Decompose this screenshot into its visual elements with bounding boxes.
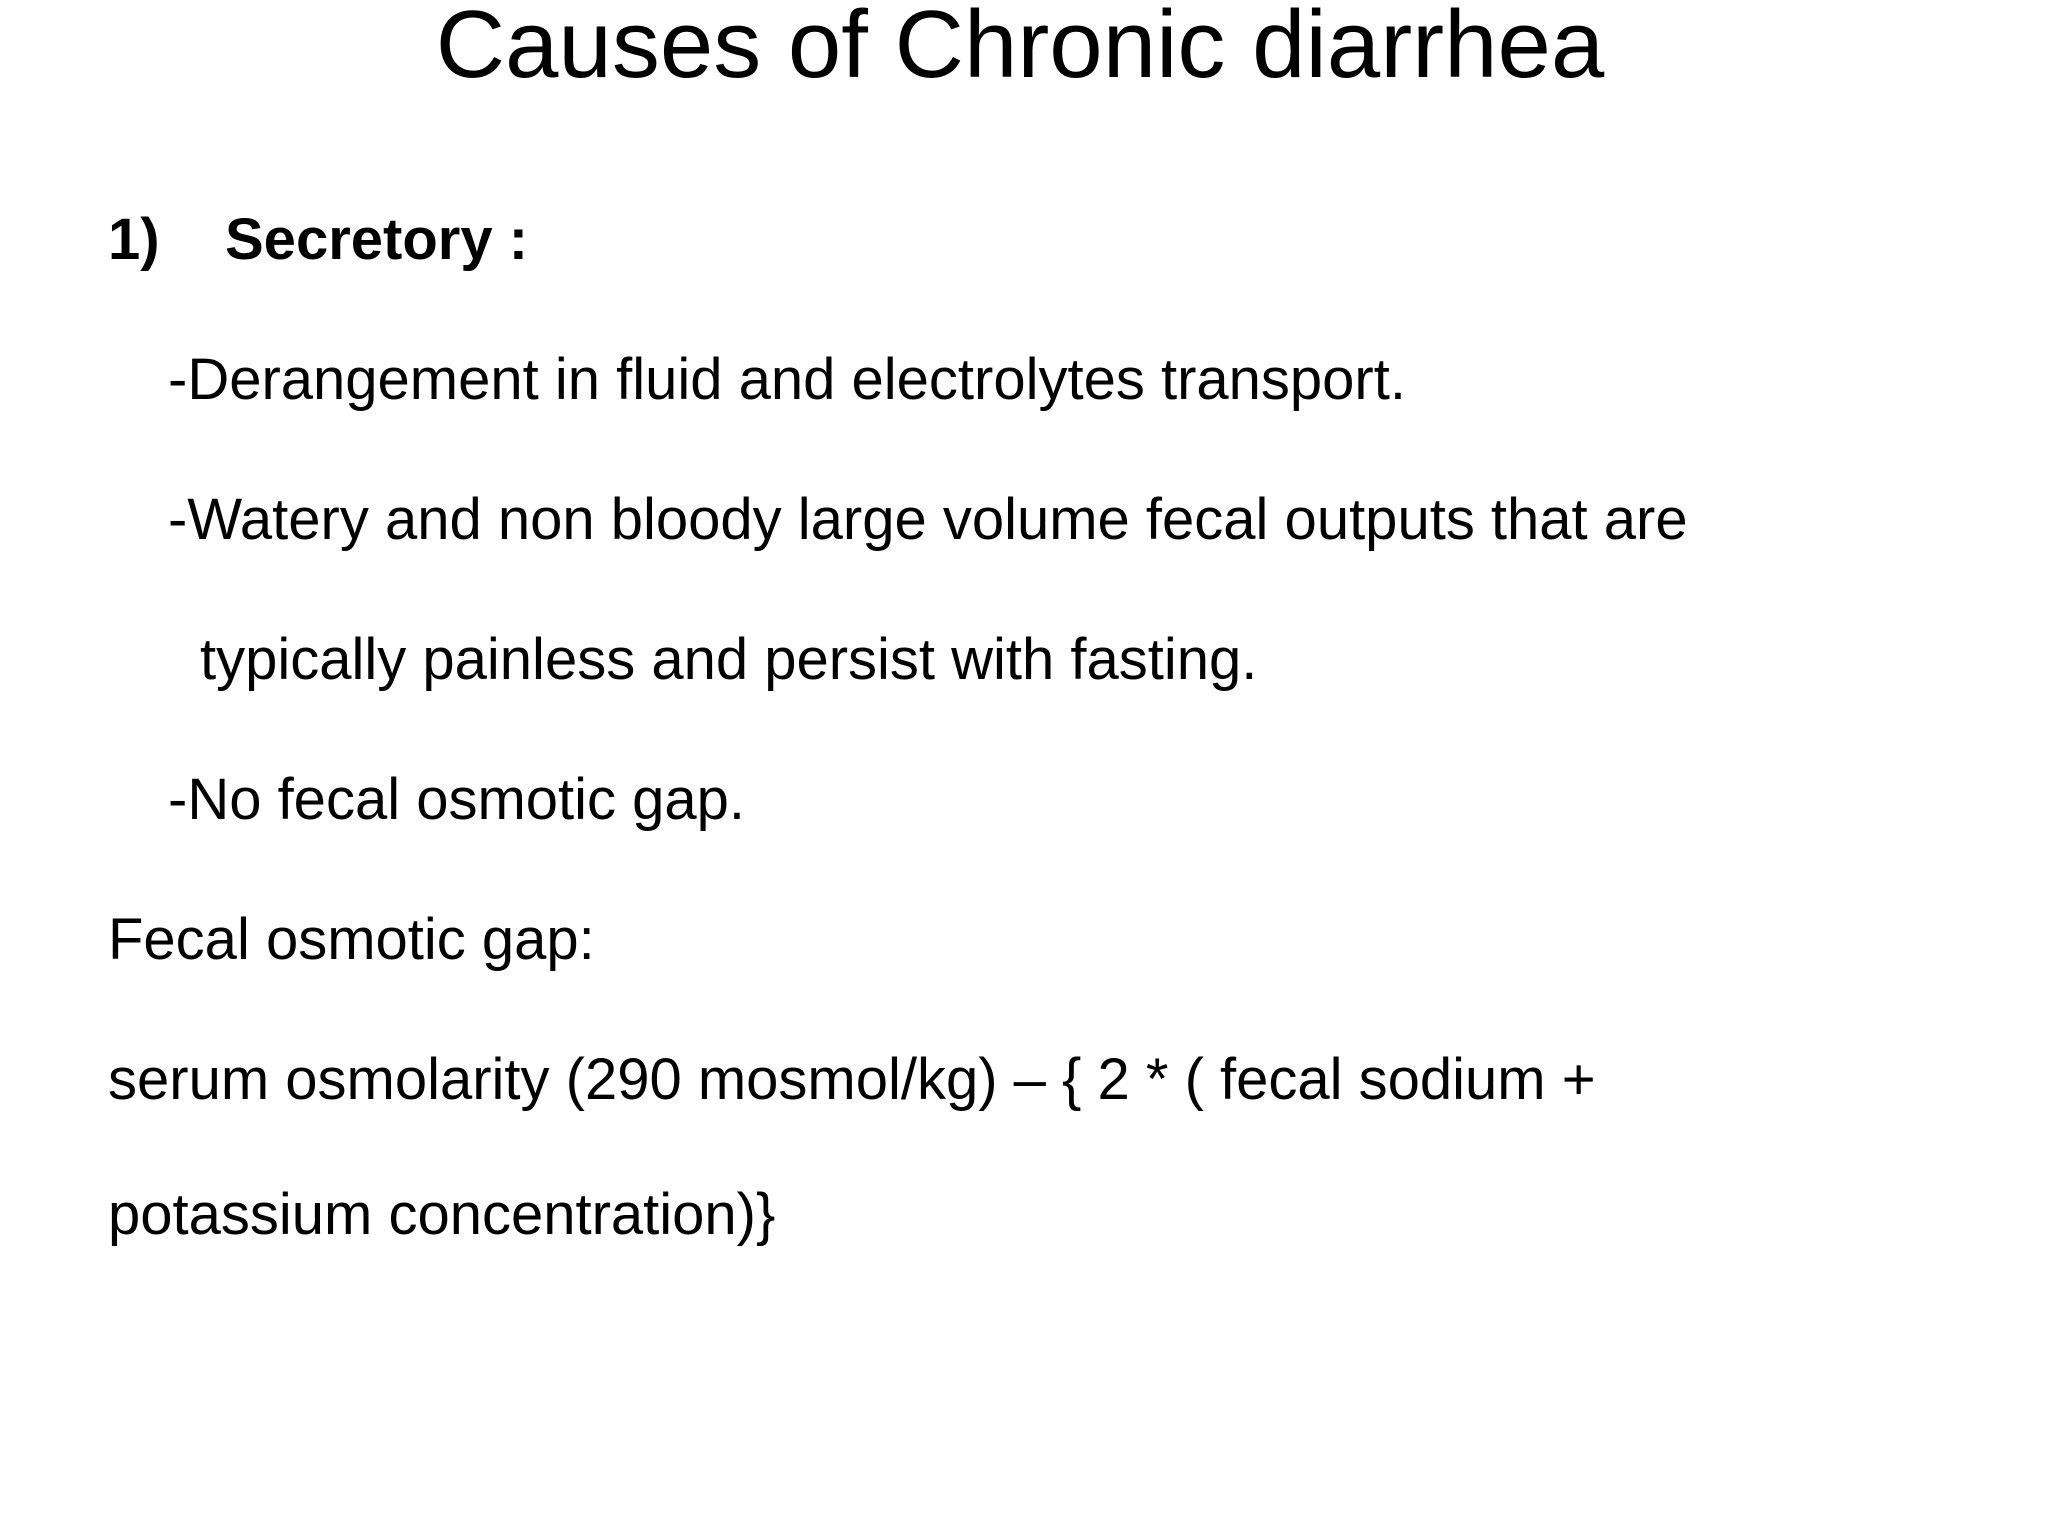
slide-title: Causes of Chronic diarrhea — [435, 0, 1605, 98]
definition-label: Fecal osmotic gap: — [108, 907, 595, 972]
section-heading-label: Secretory : — [225, 207, 529, 272]
bullet-watery-outputs: -Watery and non bloody large volume fecal outputs that are — [168, 487, 1688, 552]
section-heading — [108, 205, 528, 275]
formula-line-1: serum osmolarity (290 mosmol/kg) – { 2 * ( fecal sodium + — [108, 1047, 1596, 1112]
bullet-no-osmotic-gap: -No fecal osmotic gap. — [168, 767, 746, 832]
bullet-watery-outputs-continued: typically painless and persist with fasting. — [200, 627, 1258, 692]
bullet-derangement: -Derangement in fluid and electrolytes transport. — [168, 347, 1406, 412]
section-number: 1) — [108, 207, 160, 272]
formula-line-2: potassium concentration)} — [108, 1182, 776, 1247]
